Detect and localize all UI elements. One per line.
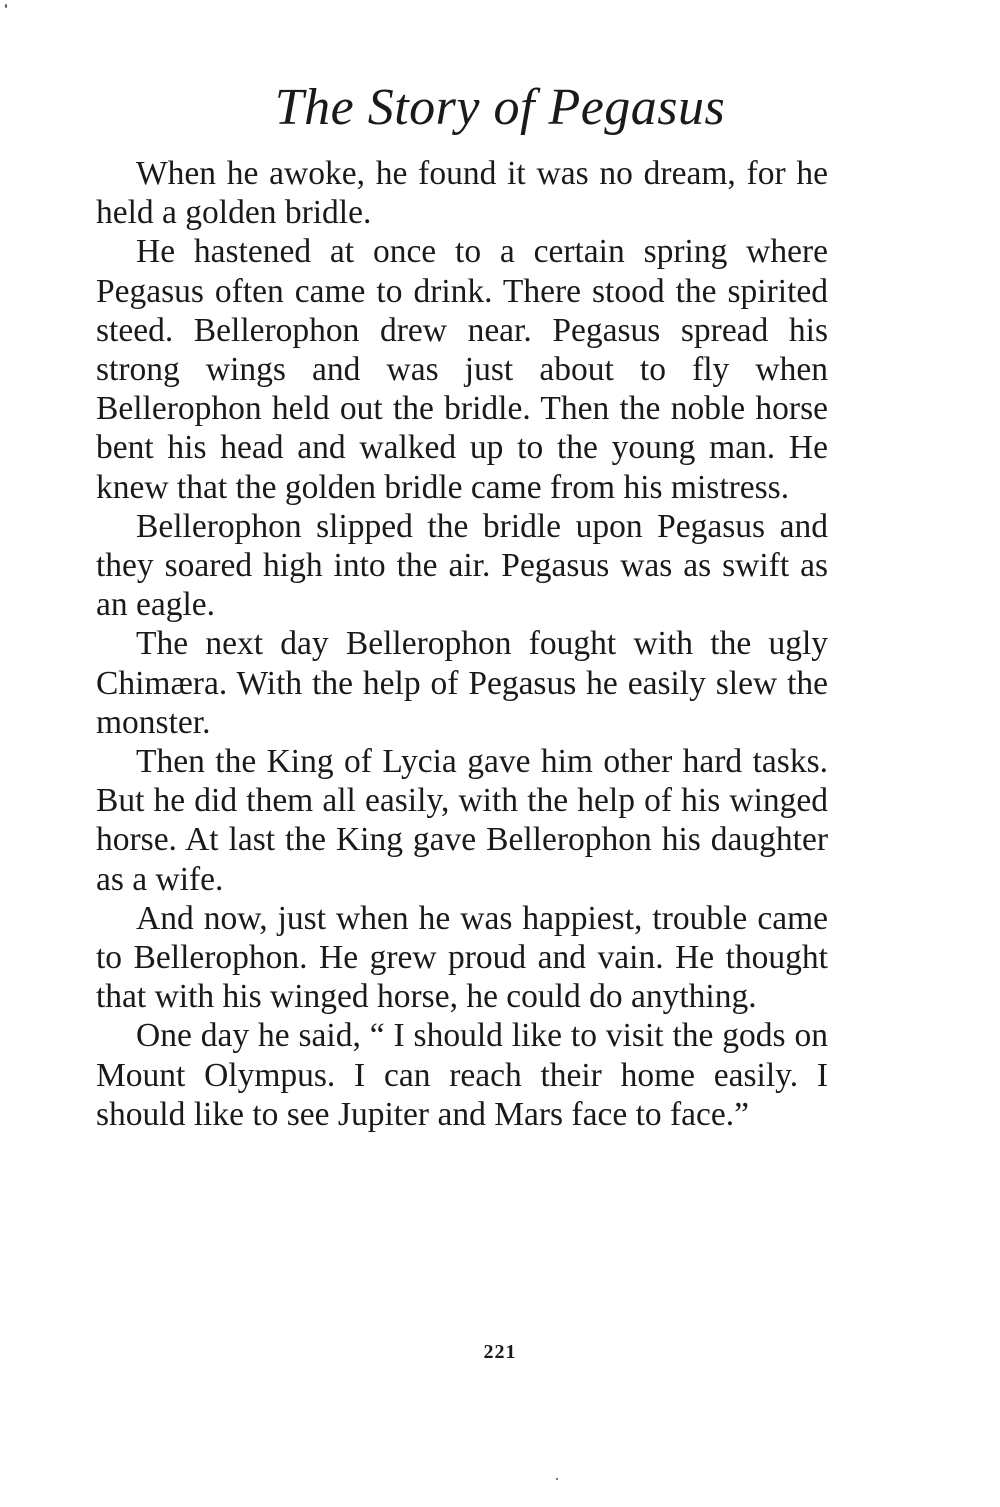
paragraph-2: He hastened at once to a certain spring where Pegasus often came to drink. There stood the spirited steed. Bellerophon drew near. Pegasus spread his strong wings and was just about to fly when Bellerophon held out the bridle. Then the noble horse bent his head and walked up to the young man. He knew that the golden bridle came from his mistress. — [96, 233, 828, 506]
scan-speck — [5, 4, 7, 8]
body-text — [96, 154, 828, 1134]
paragraph-5: Then the King of Lycia gave him other hard tasks. But he did them all easily, with the help of his winged horse. At last the King gave Bellerophon his daughter as a wife. — [96, 743, 828, 898]
paragraph-3: Bellerophon slipped the bridle upon Pegasus and they soared high into the air. Pegasus was as swift as an eagle. — [96, 507, 828, 624]
page-number: 221 — [483, 1341, 517, 1363]
paragraph-7: One day he said, “ I should like to visit the gods on Mount Olympus. I can reach their home easily. I should like to see Jupiter and Mars face to face.” — [96, 1017, 828, 1133]
paragraph-6: And now, just when he was happiest, trouble came to Bellerophon. He grew proud and vain. He thought that with his winged horse, he could do anything. — [96, 899, 828, 1016]
paragraph-4: The next day Bellerophon fought with the ugly Chimæra. With the help of Pegasus he easily slew the monster. — [96, 625, 828, 741]
running-head: The Story of Pegasus — [274, 79, 726, 136]
scan-speck — [556, 1478, 558, 1480]
paragraph-1: When he awoke, he found it was no dream, for he held a golden bridle. — [96, 155, 828, 232]
